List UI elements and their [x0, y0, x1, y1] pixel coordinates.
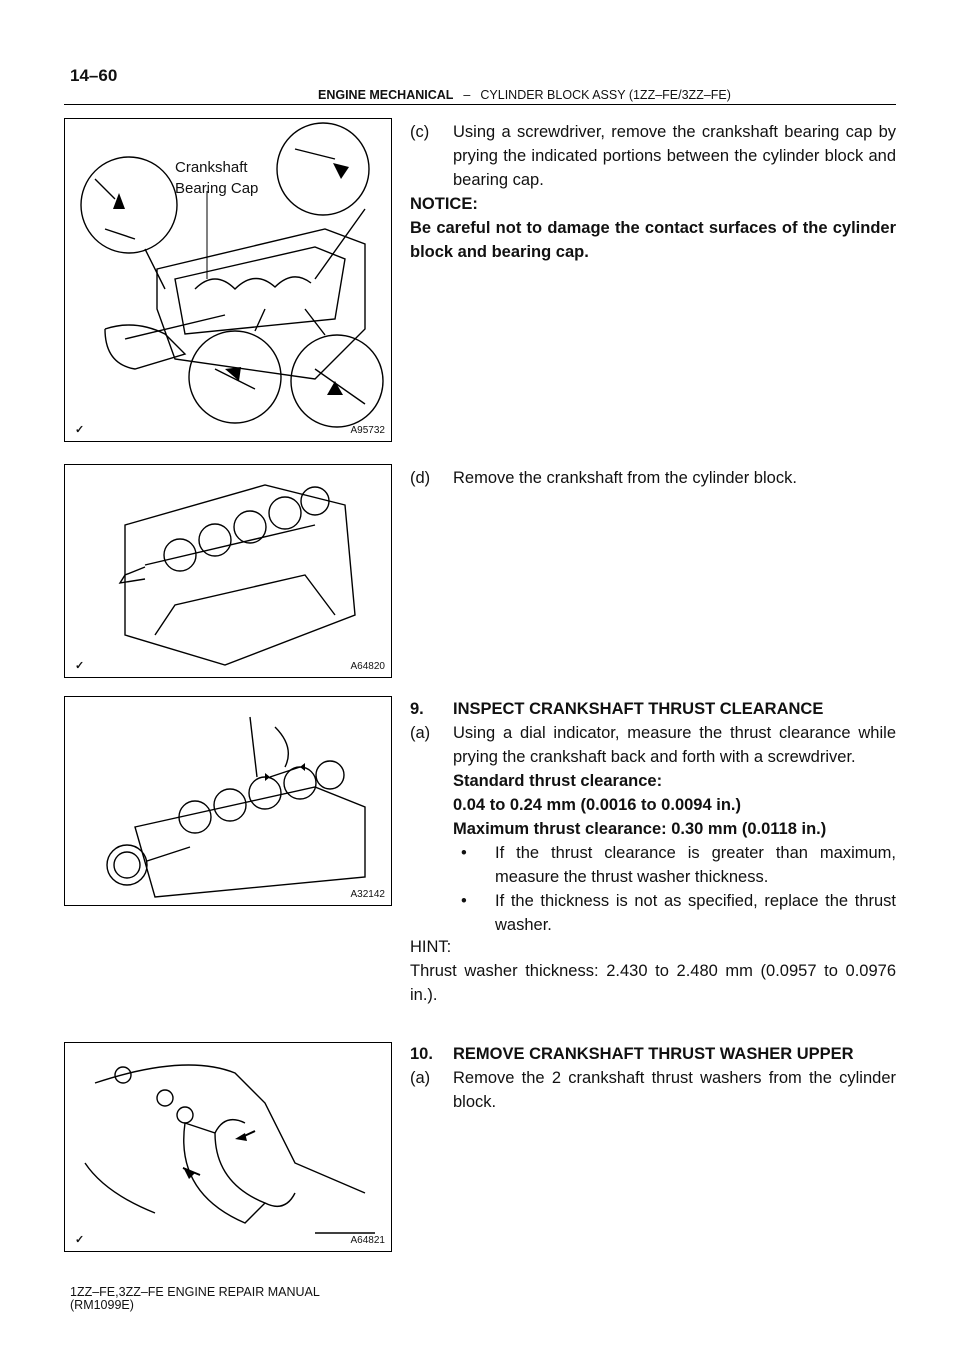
footer-manual-code: (RM1099E)	[70, 1298, 134, 1312]
figure-bearing-cap-removal	[64, 118, 392, 442]
bullet-glyph: •	[461, 892, 467, 910]
bullet-item	[453, 889, 896, 937]
section-10-heading	[410, 1042, 896, 1066]
figure-thrust-clearance	[64, 696, 392, 906]
header-rule	[64, 104, 896, 105]
bullet-text: If the thickness is not as specified, replace the thrust washer.	[495, 892, 896, 934]
bullet-item	[453, 841, 896, 889]
standard-clearance-label: Standard thrust clearance:	[453, 772, 663, 790]
figure-code: A32142	[350, 889, 385, 900]
hint-text: Thrust washer thickness: 2.430 to 2.480 mm (0.0957 to 0.0976 in.).	[410, 962, 896, 1004]
section-9-step-a-label: (a)	[410, 724, 431, 742]
section-9-number: 9.	[410, 700, 424, 718]
wrench-note-icon: ✓	[75, 1234, 85, 1246]
section-10-step-a-label: (a)	[410, 1069, 431, 1087]
notice-label: NOTICE:	[410, 195, 478, 213]
figure-crankshaft-removal	[64, 464, 392, 678]
step-d-label: (d)	[410, 469, 431, 487]
callout-line-1: Crankshaft	[175, 159, 248, 176]
section-9-step-a	[410, 721, 896, 769]
standard-clearance-value: 0.04 to 0.24 mm (0.0016 to 0.0094 in.)	[453, 796, 741, 814]
dial-indicator-illustration	[65, 697, 391, 905]
figure-thrust-washer	[64, 1042, 392, 1252]
callout-line-2: Bearing Cap	[175, 180, 259, 197]
callout-label	[175, 157, 258, 199]
wrench-note-icon: ✓	[75, 660, 85, 672]
maximum-clearance: Maximum thrust clearance: 0.30 mm (0.0118 in.)	[453, 820, 827, 838]
section-10-title: REMOVE CRANKSHAFT THRUST WASHER UPPER	[453, 1045, 854, 1063]
step-c	[410, 120, 896, 192]
header-separator: –	[463, 88, 471, 102]
subsection-title: CYLINDER BLOCK ASSY (1ZZ–FE/3ZZ–FE)	[480, 88, 731, 102]
step-c-label: (c)	[410, 123, 430, 141]
step-c-text: Using a screwdriver, remove the crankshaft bearing cap by prying the indicated portions between the cylinder block and bearing cap.	[453, 123, 896, 189]
hint-label: HINT:	[410, 938, 452, 956]
section-9-heading	[410, 697, 896, 721]
figure-code: A95732	[350, 425, 385, 436]
bullet-glyph: •	[461, 844, 467, 862]
notice-text: Be careful not to damage the contact surfaces of the cylinder block and bearing cap.	[410, 219, 896, 261]
section-title: ENGINE MECHANICAL	[318, 88, 454, 102]
figure-code: A64821	[350, 1235, 385, 1246]
section-10-step-a-text: Remove the 2 crankshaft thrust washers from the cylinder block.	[453, 1069, 896, 1111]
section-10-number: 10.	[410, 1045, 433, 1063]
step-d	[410, 466, 896, 490]
running-header	[318, 88, 731, 102]
section-9-step-a-text: Using a dial indicator, measure the thrust clearance while prying the crankshaft back and forth with a screwdriver.	[453, 724, 896, 766]
crankshaft-block-illustration	[65, 465, 391, 677]
wrench-note-icon: ✓	[75, 424, 85, 436]
figure-code: A64820	[350, 661, 385, 672]
section-9-title: INSPECT CRANKSHAFT THRUST CLEARANCE	[453, 700, 824, 718]
thrust-washer-illustration	[65, 1043, 391, 1251]
footer-manual-title: 1ZZ–FE,3ZZ–FE ENGINE REPAIR MANUAL	[70, 1285, 320, 1299]
bullet-text: If the thrust clearance is greater than maximum, measure the thrust washer thickness.	[495, 844, 896, 886]
step-d-text: Remove the crankshaft from the cylinder block.	[453, 469, 797, 487]
section-10-step-a	[410, 1066, 896, 1114]
page-number: 14–60	[70, 66, 118, 85]
footer	[70, 1286, 320, 1312]
